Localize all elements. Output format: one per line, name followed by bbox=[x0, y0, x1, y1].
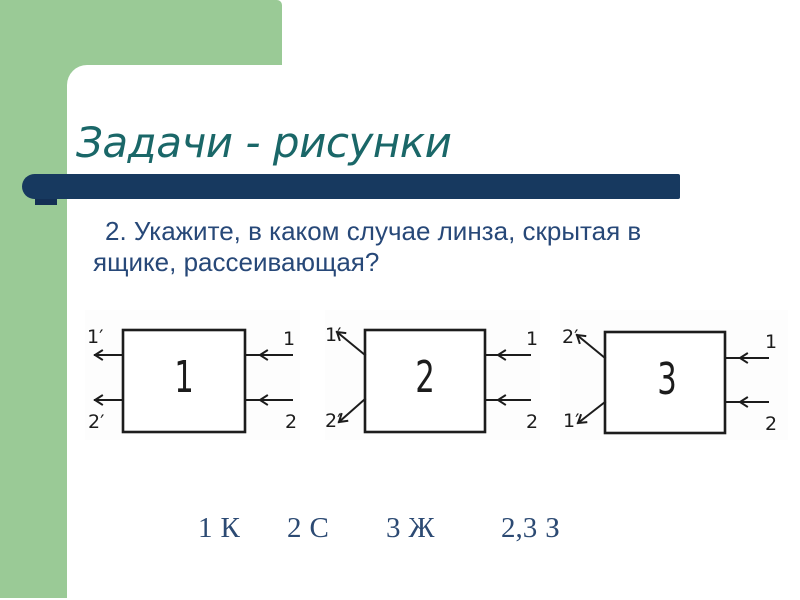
answer-number: 3 bbox=[386, 512, 401, 544]
slide-title: Задачи - рисунки bbox=[76, 118, 452, 167]
ray-label-left-top: 1′ bbox=[87, 326, 104, 348]
box-number-2: 2 bbox=[415, 351, 435, 403]
outgoing-ray-1-bottom bbox=[95, 396, 123, 405]
answer-option-2 bbox=[287, 512, 329, 545]
ray-label-right-top: 1 bbox=[526, 328, 539, 350]
ray-label-right-bottom: 2 bbox=[765, 413, 778, 435]
ray-label-right-top: 1 bbox=[283, 328, 296, 350]
answer-option-1 bbox=[198, 512, 240, 545]
answer-letter: Ж bbox=[408, 512, 435, 544]
ray-label-left-top: 1′ bbox=[325, 324, 342, 346]
incoming-ray-2-top bbox=[485, 351, 530, 360]
ray-label-right-bottom: 2 bbox=[526, 411, 539, 433]
ray-label-left-bottom: 1′ bbox=[563, 410, 580, 432]
ray-label-left-bottom: 2′ bbox=[325, 410, 342, 432]
answer-number: 2,3 bbox=[501, 512, 538, 544]
diagram-box-3 bbox=[560, 310, 788, 440]
incoming-ray-1-bottom bbox=[245, 396, 292, 405]
question-text bbox=[93, 216, 693, 278]
answer-letter: С bbox=[309, 512, 329, 544]
incoming-ray-3-top bbox=[725, 354, 768, 363]
incoming-ray-2-bottom bbox=[485, 396, 530, 405]
ray-label-left-bottom: 2′ bbox=[88, 411, 105, 433]
answer-number: 1 bbox=[198, 512, 213, 544]
answer-option-4 bbox=[501, 512, 560, 545]
box-number-3: 3 bbox=[657, 353, 677, 405]
ray-label-right-bottom: 2 bbox=[285, 411, 298, 433]
answer-letter: К bbox=[220, 512, 240, 544]
outgoing-ray-3-bottom bbox=[575, 402, 605, 427]
question-line-2: ящике, рассеивающая? bbox=[93, 247, 380, 277]
diagram-box-2 bbox=[325, 310, 540, 440]
outgoing-ray-3-top bbox=[574, 332, 605, 358]
title-underline-bar bbox=[22, 174, 680, 199]
answer-option-3 bbox=[386, 512, 434, 545]
outgoing-ray-1-top bbox=[95, 351, 123, 360]
answer-letter: З bbox=[545, 512, 560, 544]
question-line-1: 2. Укажите, в каком случае линза, скрытая в bbox=[105, 216, 642, 246]
ray-label-left-top: 2′ bbox=[562, 326, 579, 348]
ray-label-right-top: 1 bbox=[765, 331, 778, 353]
diagram-box-1 bbox=[85, 310, 300, 440]
box-number-1: 1 bbox=[174, 351, 194, 403]
green-sidebar-decoration bbox=[0, 0, 67, 598]
answer-number: 2 bbox=[287, 512, 302, 544]
incoming-ray-1-top bbox=[245, 351, 292, 360]
incoming-ray-3-bottom bbox=[725, 398, 768, 407]
